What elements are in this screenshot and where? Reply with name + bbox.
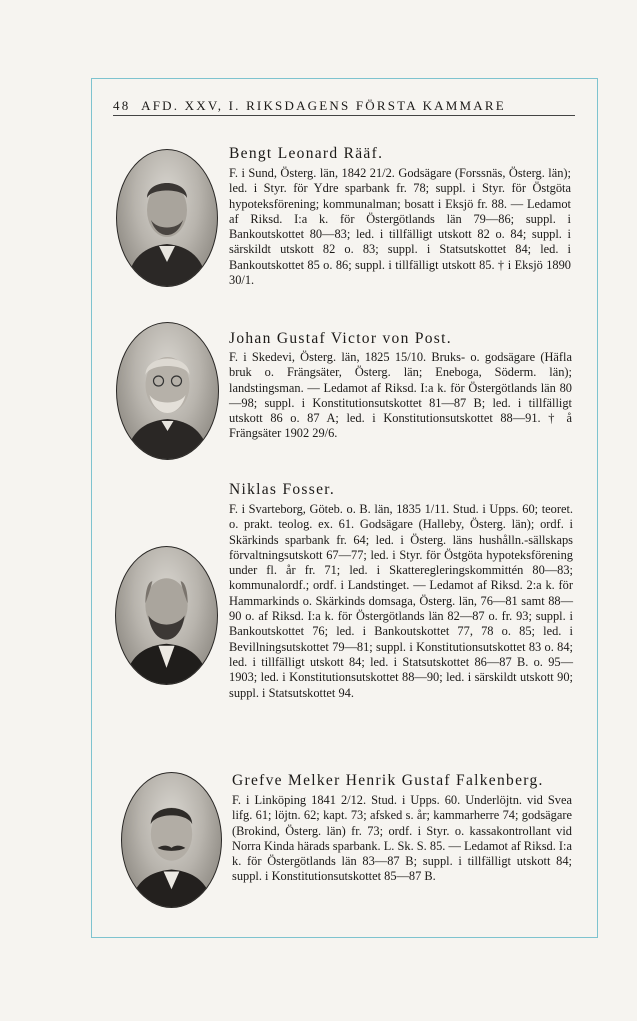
portrait-melker-henrik-gustaf-falkenberg xyxy=(121,772,222,908)
portrait-niklas-fosser xyxy=(115,546,218,685)
entry-name-2: Johan Gustaf Victor von Post. xyxy=(229,330,452,347)
entry-bio-2: F. i Skedevi, Österg. län, 1825 15/10. Bruks- o. godsägare (Häfla bruk o. Frängsäter, Österg. län; Eneboga, Söderm. län); landstingsman. — Ledamot af Riksd. I:a k. för Östergötlands län 80—98; suppl. i Konstitutionsutskottet 81—87 B; led. i tillfälligt utskott 86 o. 87 A; led. i Konstitutionsutskottet 88—91. † å Frängsäter 1902 29/6. xyxy=(229,350,572,441)
page-number: 48 xyxy=(113,98,131,113)
running-title: AFD. XXV, I. RIKSDAGENS FÖRSTA KAMMARE xyxy=(141,98,506,113)
mustached-man-portrait-icon xyxy=(122,773,221,907)
entry-bio-4: F. i Linköping 1841 2/12. Stud. i Upps. 60. Underlöjtn. vid Svea lifg. 61; löjtn. 62; kapt. 73; afsked s. år; kammarherre 74; godsägare (Brokind, Österg. län) fr. 73; ordf. i Styr. o. kassakontrollant vid Norra Kinda härads sparbank. L. Sk. S. 85. — Ledamot af Riksd. I:a k. för Östergötlands län 83—87 B; suppl. i tillfälligt utskott 84; suppl. i Konstitutionsutskottet 85—87 B. xyxy=(232,793,572,884)
entry-name-3: Niklas Fosser. xyxy=(229,481,336,498)
running-header xyxy=(113,98,575,116)
entry-bio-3: F. i Svarteborg, Göteb. o. B. län, 1835 1/11. Stud. i Upps. 60; teoret. o. prakt. teolog. ex. 61. Godsägare (Halleby, Österg. län); ordf. i Skärkinds sparbank fr. 64; led. i Österg. läns hushålln.-sällskaps förvaltningsutskott 67—77; led. i Styr. för Östgöta hypoteksförening under fl. år fr. 71; led. i Skatteregleringskommittén 80—83; kommunalordf.; ordf. i Landstinget. — Ledamot af Riksd. 2:a k. för Hammarkinds o. Skärkinds domsaga, Österg. län, 76—81 samt 88—90 o. af Riksd. I:a k. för Östergötlands län 82—87 o. fr. 93; suppl. i Bankoutskottet 76; led. i Bankoutskottet 77, 78 o. 85; led. i Bevillningsutskottet 79—81; suppl. i Konstitutionsutskottet 83 o. 84; led. i tillfälligt utskott 84; led. i Statsutskottet 86—87 B. o. 95—1903; led. i Konstitutionsutskottet 88—90; led. i särskildt utskott 90; suppl. i Statsutskottet 94. xyxy=(229,502,573,700)
man-with-glasses-portrait-icon xyxy=(117,323,218,459)
entry-bio-1: F. i Sund, Österg. län, 1842 21/2. Godsägare (Forssnäs, Österg. län); led. i Styr. för Ydre sparbank fr. 78; suppl. i Styr. för Östgöta hypoteksförening; kommunalman; bosatt i Eksjö fr. 88. — Ledamot af Riksd. I:a k. för Östergötlands län 79—86; suppl. i Bankoutskottet 80—83; led. i tillfälligt utskott 82 o. 84; suppl. i särskildt utskott 82 o. 83; suppl. i Statsutskottet 84; led. i Bankoutskottet 85 o. 86; suppl. i tillfälligt utskott 85. † i Eksjö 1890 30/1. xyxy=(229,166,571,288)
bearded-man-portrait-icon xyxy=(117,150,217,286)
entry-name-1: Bengt Leonard Rääf. xyxy=(229,145,384,162)
entry-name-4: Grefve Melker Henrik Gustaf Falkenberg. xyxy=(232,772,544,789)
portrait-johan-gustaf-victor-von-post xyxy=(116,322,219,460)
balding-bearded-man-portrait-icon xyxy=(116,547,217,684)
portrait-bengt-leonard-raaf xyxy=(116,149,218,287)
